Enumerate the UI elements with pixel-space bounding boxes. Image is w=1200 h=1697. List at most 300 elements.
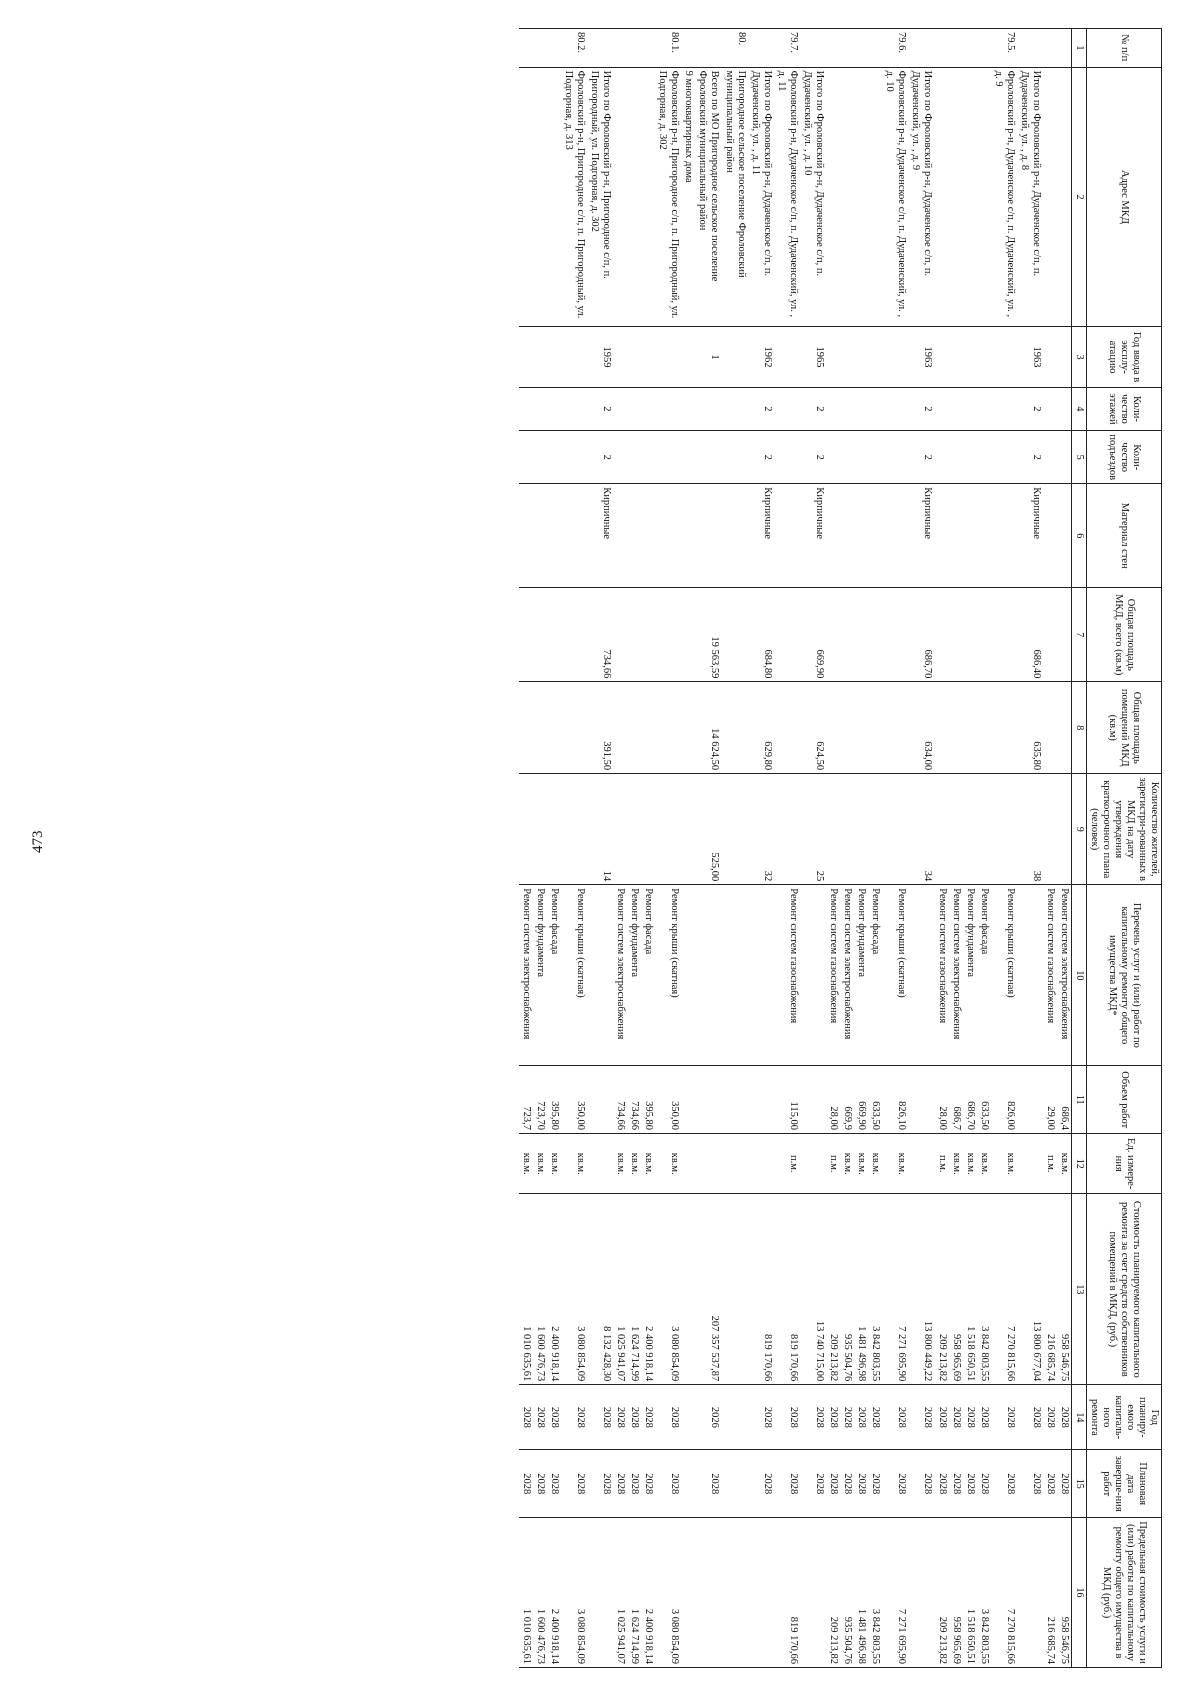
table-cell [641, 387, 655, 430]
table-cell: Ремонт систем электроснабжения [1057, 885, 1072, 1066]
table-cell [868, 67, 882, 327]
table-cell [655, 327, 681, 387]
table-cell [613, 327, 627, 387]
table-cell [547, 29, 561, 68]
table-cell [826, 484, 840, 588]
table-cell [774, 431, 800, 484]
table-row [774, 29, 800, 1668]
table-cell: 2 [587, 387, 613, 430]
table-cell [1043, 29, 1057, 68]
table-cell: Ремонт систем газоснабжения [826, 885, 840, 1066]
table-cell: 2028 [1043, 1385, 1057, 1450]
table-row [587, 29, 613, 1668]
table-cell [695, 431, 721, 484]
table-cell [1017, 1134, 1043, 1194]
table-cell [561, 327, 587, 387]
table-cell: 2028 [547, 1385, 561, 1450]
table-cell: Ремонт систем электроснабжения [840, 885, 854, 1066]
table-cell [627, 29, 641, 68]
table-cell: 2028 [868, 1385, 882, 1450]
column-number-11: 11 [1072, 1066, 1087, 1134]
table-cell: 634,00 [908, 682, 934, 774]
table-cell: 723,7 [519, 1066, 533, 1134]
table-cell [840, 387, 854, 430]
table-cell [655, 431, 681, 484]
table-cell: 79.7. [774, 29, 800, 68]
table-cell: Ремонт крыши (скатная) [991, 885, 1017, 1066]
table-cell [722, 327, 748, 387]
table-cell [519, 29, 533, 68]
table-cell: Итого по Фроловский р-н, Дудаченское с/п, п. Дудаченский, ул. , д. 10 [800, 67, 826, 327]
table-cell: 209 213,82 [935, 1194, 949, 1385]
table-cell: 2028 [561, 1450, 587, 1518]
table-cell: 1 025 941,07 [613, 1194, 627, 1385]
table-cell: кв.м. [949, 1134, 963, 1194]
table-cell [935, 588, 949, 682]
table-cell: 9 многоквартирных дома [681, 67, 695, 327]
table-cell: Ремонт крыши (скатная) [655, 885, 681, 1066]
table-cell [840, 327, 854, 387]
table-row [935, 29, 949, 1668]
table-cell [991, 387, 1017, 430]
table-row [868, 29, 882, 1668]
table-cell [949, 67, 963, 327]
table-cell: 2028 [655, 1385, 681, 1450]
table-cell [748, 885, 774, 1066]
table-cell [1043, 484, 1057, 588]
table-cell [935, 431, 949, 484]
table-cell: 669,9 [840, 1066, 854, 1134]
table-cell: Ремонт систем газоснабжения [1043, 885, 1057, 1066]
table-cell: 2 400 918,14 [641, 1194, 655, 1385]
table-cell [1017, 29, 1043, 68]
table-cell: 2028 [991, 1385, 1017, 1450]
table-cell: Фроловский р-н, Пригородное с/п, п. Пригородный, ул. Подгорная, д. 302 [655, 67, 681, 327]
table-cell: 3 842 803,55 [977, 1518, 991, 1668]
column-header-1: № п/п [1086, 29, 1161, 68]
table-cell [533, 774, 547, 885]
table-cell: 7 270 815,66 [991, 1518, 1017, 1668]
table-cell [533, 682, 547, 774]
table-cell: 633,50 [868, 1066, 882, 1134]
table-cell: кв.м. [533, 1134, 547, 1194]
table-cell [826, 67, 840, 327]
table-cell [681, 387, 695, 430]
table-cell: 2 400 918,14 [547, 1194, 561, 1385]
table-cell: 14 [587, 774, 613, 885]
table-cell [868, 29, 882, 68]
table-row [722, 29, 748, 1668]
table-cell [627, 484, 641, 588]
table-cell: кв.м. [991, 1134, 1017, 1194]
table-cell: Кирпичные [908, 484, 934, 588]
table-cell [748, 1518, 774, 1668]
table-cell: 819 170,66 [774, 1518, 800, 1668]
table-cell: Ремонт фундамента [963, 885, 977, 1066]
table-row [533, 29, 547, 1668]
table-cell: 207 357 537,87 [695, 1194, 721, 1385]
table-cell [1043, 67, 1057, 327]
table-cell [561, 484, 587, 588]
table-cell [1043, 431, 1057, 484]
table-cell: 2028 [561, 1385, 587, 1450]
table-row [613, 29, 627, 1668]
table-cell: 3 080 854,09 [655, 1194, 681, 1385]
table-cell [908, 1134, 934, 1194]
table-row [547, 29, 561, 1668]
table-cell: кв.м. [561, 1134, 587, 1194]
table-cell [868, 327, 882, 387]
table-cell [681, 1518, 695, 1668]
table-cell: 2028 [748, 1450, 774, 1518]
table-cell [641, 588, 655, 682]
table-cell [547, 387, 561, 430]
table-cell: 1962 [748, 327, 774, 387]
table-cell [991, 431, 1017, 484]
table-cell [587, 1066, 613, 1134]
table-cell [826, 29, 840, 68]
table-cell [854, 774, 868, 885]
table-cell [695, 387, 721, 430]
table-cell [991, 774, 1017, 885]
table-cell: 1 624 714,99 [627, 1194, 641, 1385]
table-cell [587, 1134, 613, 1194]
table-cell: 7 271 695,90 [882, 1194, 908, 1385]
table-cell: 2028 [949, 1450, 963, 1518]
table-cell [963, 588, 977, 682]
table-cell: 2028 [587, 1385, 613, 1450]
column-header-9: Количество жителей, зарегистри-рованных в МКД на дату утверждения краткосрочного плана (человек) [1086, 774, 1161, 885]
table-cell [935, 774, 949, 885]
table-cell [533, 67, 547, 327]
table-cell [882, 431, 908, 484]
table-cell: 2028 [1043, 1450, 1057, 1518]
table-cell [977, 588, 991, 682]
table-cell [627, 327, 641, 387]
table-cell: п.м. [1043, 1134, 1057, 1194]
table-cell [854, 327, 868, 387]
table-cell: 1 481 496,98 [854, 1194, 868, 1385]
table-cell [641, 774, 655, 885]
table-cell [935, 484, 949, 588]
table-cell: 2 [748, 431, 774, 484]
table-row [1017, 29, 1043, 1668]
table-cell: 1965 [800, 327, 826, 387]
table-cell: 2028 [748, 1385, 774, 1450]
table-row [977, 29, 991, 1668]
table-cell: 819 170,66 [748, 1194, 774, 1385]
table-cell [935, 682, 949, 774]
table-cell [868, 484, 882, 588]
table-cell [882, 484, 908, 588]
column-number-14: 14 [1072, 1385, 1087, 1450]
table-cell [868, 682, 882, 774]
table-cell: 734,66 [627, 1066, 641, 1134]
table-cell: 32 [748, 774, 774, 885]
table-cell: 80.1. [655, 29, 681, 68]
table-cell [840, 431, 854, 484]
table-cell: 209 213,82 [826, 1194, 840, 1385]
table-cell: 350,00 [655, 1066, 681, 1134]
table-cell: 2028 [533, 1385, 547, 1450]
table-cell: 2028 [613, 1450, 627, 1518]
table-row [840, 29, 854, 1668]
table-cell [655, 682, 681, 774]
table-cell [868, 774, 882, 885]
table-cell: 2028 [949, 1385, 963, 1450]
table-cell [1043, 588, 1057, 682]
table-cell: 734,66 [613, 1066, 627, 1134]
table-row [655, 29, 681, 1668]
table-cell [655, 484, 681, 588]
table-cell [681, 1450, 695, 1518]
table-cell [547, 327, 561, 387]
table-cell: 8 132 428,30 [587, 1194, 613, 1385]
table-cell [882, 327, 908, 387]
table-cell: Фроловский р-н, Дудаченское с/п, п. Дудаченский, ул. , д. 11 [774, 67, 800, 327]
table-cell [627, 588, 641, 682]
table-cell: 1 010 635,61 [519, 1194, 533, 1385]
table-cell: кв.м. [641, 1134, 655, 1194]
table-cell [587, 29, 613, 68]
table-cell: 391,50 [587, 682, 613, 774]
table-cell [561, 682, 587, 774]
column-number-13: 13 [1072, 1194, 1087, 1385]
table-cell: 2028 [627, 1450, 641, 1518]
column-header-5: Коли-чество подъездов [1086, 431, 1161, 484]
table-cell [1057, 484, 1072, 588]
table-cell [826, 387, 840, 430]
table-cell [533, 387, 547, 430]
column-header-12: Ед. измере-ния [1086, 1134, 1161, 1194]
table-cell: 669,90 [800, 588, 826, 682]
table-cell: Пригородное сельское поселение Фроловский муниципальный район [722, 67, 748, 327]
table-cell [991, 682, 1017, 774]
table-cell: Ремонт фундамента [533, 885, 547, 1066]
table-cell: 3 080 854,09 [655, 1518, 681, 1668]
table-cell [722, 1194, 748, 1385]
table-cell: Итого по Фроловский р-н, Дудаченское с/п, п. Дудаченский, ул. , д. 8 [1017, 67, 1043, 327]
table-cell [722, 1518, 748, 1668]
table-cell [722, 885, 748, 1066]
column-header-4: Коли-чество этажей [1086, 387, 1161, 430]
table-cell: 28,00 [935, 1066, 949, 1134]
table-cell: 684,80 [748, 588, 774, 682]
table-cell: 2028 [774, 1385, 800, 1450]
table-cell: 2028 [977, 1385, 991, 1450]
table-cell [613, 67, 627, 327]
column-number-16: 16 [1072, 1518, 1087, 1668]
table-cell [519, 588, 533, 682]
table-cell [681, 588, 695, 682]
table-cell [854, 67, 868, 327]
table-cell [826, 431, 840, 484]
table-cell: 2028 [641, 1450, 655, 1518]
table-cell [641, 484, 655, 588]
column-number-2: 2 [1072, 67, 1087, 327]
table-cell [854, 484, 868, 588]
table-cell [1057, 431, 1072, 484]
column-header-13: Стоимость планируемого капитального ремонта за счет средств собственников помещений в МКД, (руб.) [1086, 1194, 1161, 1385]
table-cell [519, 682, 533, 774]
table-cell: 2028 [935, 1385, 949, 1450]
table-cell: 1959 [587, 327, 613, 387]
table-cell [533, 431, 547, 484]
column-number-row [1072, 29, 1087, 1668]
table-cell [613, 682, 627, 774]
table-cell [533, 588, 547, 682]
table-cell [681, 885, 695, 1066]
table-cell: 633,50 [977, 1066, 991, 1134]
column-number-4: 4 [1072, 387, 1087, 430]
table-cell [935, 29, 949, 68]
table-row [800, 29, 826, 1668]
table-cell: 669,90 [854, 1066, 868, 1134]
table-cell: 958 965,69 [949, 1518, 963, 1668]
table-cell: 686,40 [1017, 588, 1043, 682]
table-row [561, 29, 587, 1668]
table-cell [1057, 774, 1072, 885]
table-cell: 525,00 [695, 774, 721, 885]
table-cell [908, 1518, 934, 1668]
table-cell: 826,10 [882, 1066, 908, 1134]
table-cell: 34 [908, 774, 934, 885]
table-cell: 209 213,82 [826, 1518, 840, 1668]
table-cell: Кирпичные [800, 484, 826, 588]
table-cell [882, 387, 908, 430]
table-cell [533, 29, 547, 68]
table-cell [840, 682, 854, 774]
table-cell [826, 327, 840, 387]
table-cell: 826,00 [991, 1066, 1017, 1134]
table-cell [681, 774, 695, 885]
table-cell: 28,00 [826, 1066, 840, 1134]
table-cell [561, 387, 587, 430]
table-cell [1057, 682, 1072, 774]
table-cell: 3 842 803,55 [868, 1518, 882, 1668]
table-cell: 2 [587, 431, 613, 484]
table-cell: Ремонт систем электроснабжения [949, 885, 963, 1066]
table-cell: 2 [1017, 431, 1043, 484]
table-cell [800, 1518, 826, 1668]
table-cell [613, 774, 627, 885]
table-row [826, 29, 840, 1668]
table-cell: п.м. [935, 1134, 949, 1194]
table-cell [1043, 387, 1057, 430]
table-cell: 1 600 476,73 [533, 1194, 547, 1385]
column-header-2: Адрес МКД [1086, 67, 1161, 327]
column-number-3: 3 [1072, 327, 1087, 387]
table-cell: 2028 [519, 1450, 533, 1518]
table-row [519, 29, 533, 1668]
table-cell [840, 588, 854, 682]
table-cell: 3 080 854,09 [561, 1194, 587, 1385]
table-cell: 1963 [1017, 327, 1043, 387]
table-cell [519, 431, 533, 484]
table-cell [655, 774, 681, 885]
table-cell [681, 1134, 695, 1194]
table-cell [854, 431, 868, 484]
table-cell: 723,70 [533, 1066, 547, 1134]
table-cell [681, 1194, 695, 1385]
repair-plan-table [519, 28, 1162, 1668]
table-cell [641, 29, 655, 68]
table-cell [854, 588, 868, 682]
table-cell: 935 504,76 [840, 1194, 854, 1385]
table-cell [722, 588, 748, 682]
table-cell: Итого по Фроловский р-н, Дудаченское с/п, п. Дудаченский, ул. , д. 11 [748, 67, 774, 327]
table-cell: 2 [800, 387, 826, 430]
table-cell [949, 484, 963, 588]
table-row [641, 29, 655, 1668]
table-cell [774, 387, 800, 430]
table-cell [977, 29, 991, 68]
table-cell [533, 484, 547, 588]
table-cell: кв.м. [963, 1134, 977, 1194]
table-cell: 2 400 918,14 [641, 1518, 655, 1668]
table-cell: Ремонт фундамента [854, 885, 868, 1066]
table-cell [949, 387, 963, 430]
table-cell [868, 387, 882, 430]
table-cell: 25 [800, 774, 826, 885]
table-body [519, 29, 1072, 1668]
table-cell: 958 546,75 [1057, 1518, 1072, 1668]
table-cell: 2028 [826, 1385, 840, 1450]
table-cell [613, 29, 627, 68]
table-cell: кв.м. [519, 1134, 533, 1194]
table-cell [547, 484, 561, 588]
table-cell [935, 387, 949, 430]
table-cell: 2028 [587, 1450, 613, 1518]
table-cell: 2028 [641, 1385, 655, 1450]
table-cell [963, 431, 977, 484]
table-cell [748, 1066, 774, 1134]
table-cell [748, 1134, 774, 1194]
table-cell: 2 [800, 431, 826, 484]
table-cell: Фроловский р-н, Дудаченское с/п, п. Дудаченский, ул. , д. 10 [882, 67, 908, 327]
table-cell: кв.м. [613, 1134, 627, 1194]
table-cell: 29,00 [1043, 1066, 1057, 1134]
table-cell: Кирпичные [587, 484, 613, 588]
table-cell [977, 682, 991, 774]
table-row [695, 29, 721, 1668]
table-cell: 2028 [1017, 1450, 1043, 1518]
column-header-14: Год планиру-емого капиталь-ного ремонта [1086, 1385, 1161, 1450]
table-cell [800, 1066, 826, 1134]
table-row [748, 29, 774, 1668]
table-cell: 2 400 918,14 [547, 1518, 561, 1668]
table-cell: 216 685,74 [1043, 1194, 1057, 1385]
table-cell: Фроловский р-н, Дудаченское с/п, п. Дудаченский, ул. , д. 9 [991, 67, 1017, 327]
table-cell [613, 588, 627, 682]
table-cell: 3 842 803,55 [868, 1194, 882, 1385]
page-number: 473 [30, 830, 46, 853]
table-cell: Ремонт фасада [977, 885, 991, 1066]
table-cell [695, 1518, 721, 1668]
table-cell [533, 327, 547, 387]
table-cell [868, 431, 882, 484]
table-cell: 1 025 941,07 [613, 1518, 627, 1668]
table-cell [1057, 67, 1072, 327]
table-cell [854, 387, 868, 430]
table-row [681, 29, 695, 1668]
table-cell: 2028 [991, 1450, 1017, 1518]
table-cell [949, 774, 963, 885]
table-cell: 1 600 476,73 [533, 1518, 547, 1668]
table-cell: 2028 [613, 1385, 627, 1450]
table-cell [774, 588, 800, 682]
column-number-8: 8 [1072, 682, 1087, 774]
